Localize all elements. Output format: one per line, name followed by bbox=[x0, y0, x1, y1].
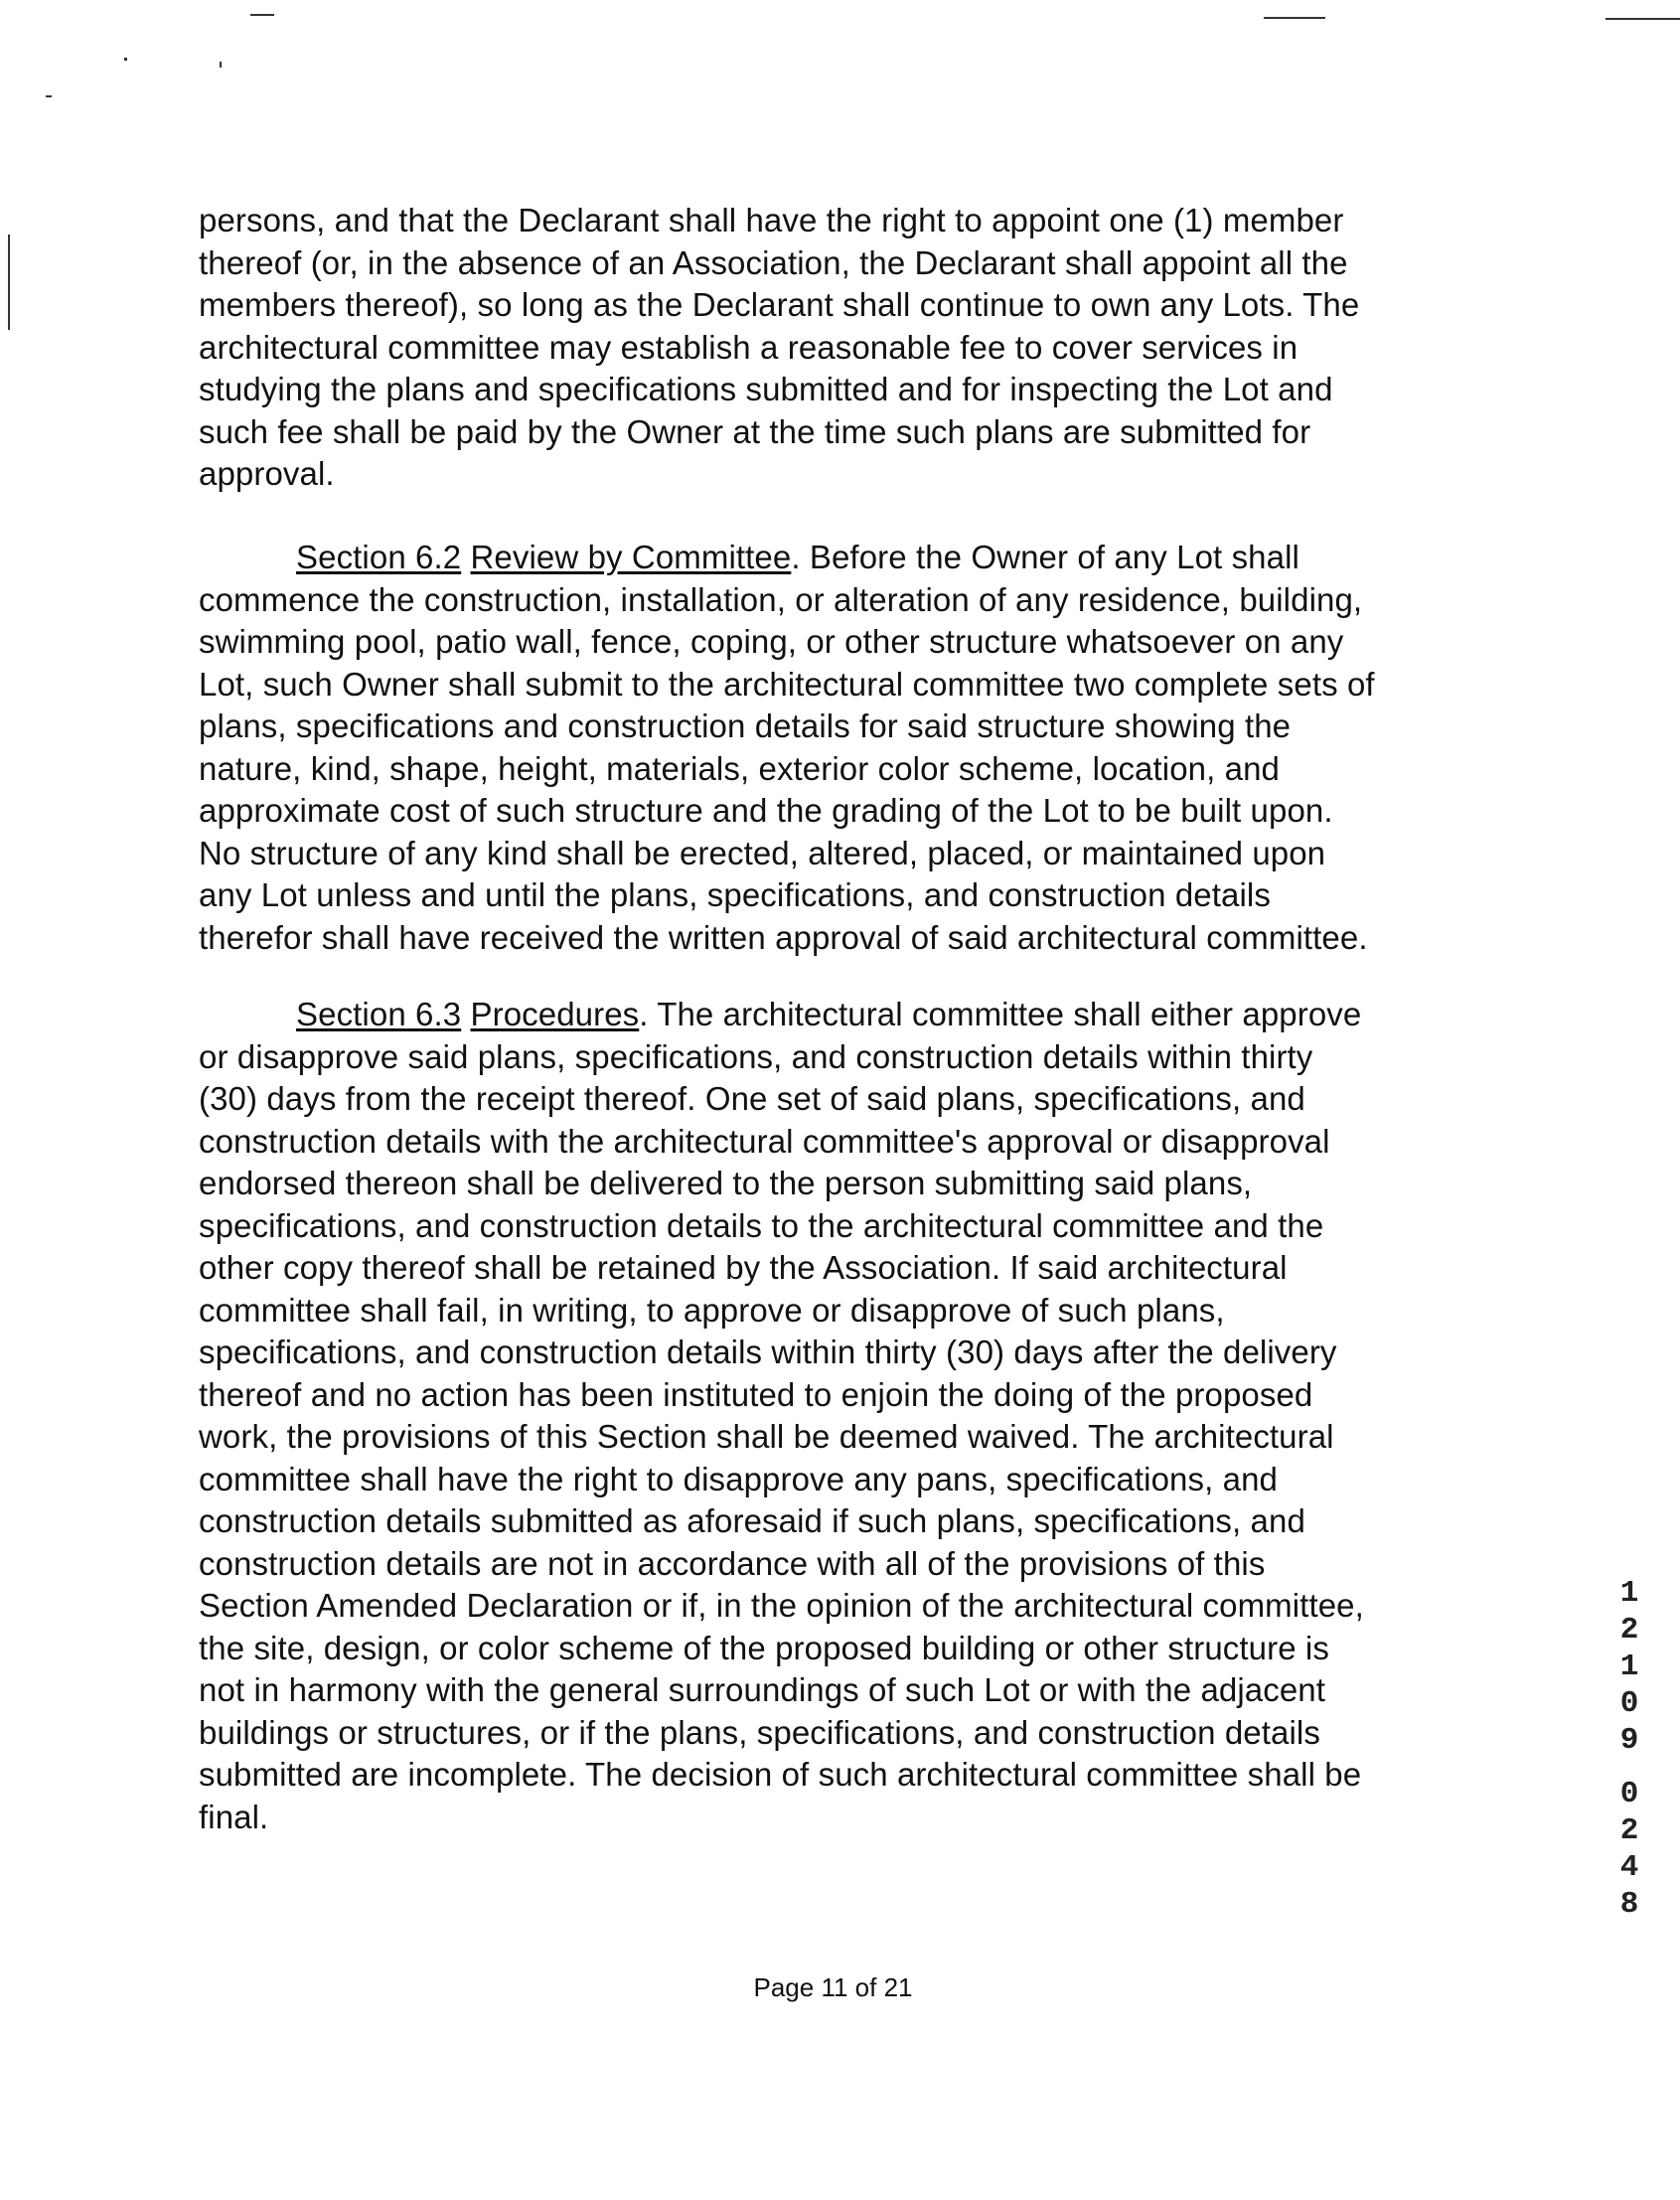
text-line: architectural committee may establish a reasonable fee to cover services in bbox=[199, 328, 1298, 366]
section-number: Section 6.3 bbox=[296, 996, 462, 1032]
text-line: final. bbox=[199, 1798, 269, 1835]
text-line: commence the construction, installation, or alteration of any residence, building, bbox=[199, 580, 1363, 618]
stamp-digit: 0 bbox=[1619, 1686, 1639, 1721]
stamp-digit: 9 bbox=[1619, 1723, 1639, 1758]
text-line: the site, design, or color scheme of the proposed building or other structure is bbox=[199, 1629, 1329, 1666]
recording-number-stamp bbox=[1609, 1575, 1649, 1923]
text-line: construction details are not in accordance with all of the provisions of this bbox=[199, 1544, 1266, 1582]
text-line: thereof (or, in the absence of an Association, the Declarant shall appoint all the bbox=[199, 243, 1348, 281]
section-number: Section 6.2 bbox=[296, 539, 462, 575]
text-line: or disapprove said plans, specifications, and construction details within thirty bbox=[199, 1037, 1313, 1075]
section-title: Procedures bbox=[470, 996, 640, 1032]
stamp-digit: 2 bbox=[1619, 1613, 1639, 1648]
text-line: buildings or structures, or if the plans, specifications, and construction details bbox=[199, 1713, 1320, 1751]
text-line: members thereof), so long as the Declarant shall continue to own any Lots. The bbox=[199, 286, 1360, 323]
scan-artifact bbox=[46, 95, 52, 97]
scan-artifact bbox=[220, 62, 222, 68]
scan-artifact bbox=[250, 14, 274, 16]
text-line: such fee shall be paid by the Owner at the time such plans are submitted for bbox=[199, 412, 1311, 450]
text-line: Section Amended Declaration or if, in the opinion of the architectural committee, bbox=[199, 1587, 1364, 1624]
text-line: specifications, and construction details within thirty (30) days after the delivery bbox=[199, 1334, 1337, 1370]
stamp-digit: 4 bbox=[1619, 1850, 1639, 1885]
section-title: Review by Committee bbox=[470, 539, 792, 575]
text-line: swimming pool, patio wall, fence, coping, or other structure whatsoever on any bbox=[199, 623, 1344, 660]
text-line: work, the provisions of this Section shall be deemed waived. The architectural bbox=[199, 1418, 1334, 1455]
text-line: studying the plans and specifications submitted and for inspecting the Lot and bbox=[199, 371, 1333, 407]
section-6-2 bbox=[199, 537, 1490, 959]
stamp-digit: 2 bbox=[1619, 1813, 1639, 1848]
text-line: construction details with the architectural committee's approval or disapproval bbox=[199, 1122, 1330, 1160]
text-line: any Lot unless and until the plans, specifications, and construction details bbox=[199, 876, 1271, 913]
text-line: construction details submitted as aforesaid if such plans, specifications, and bbox=[199, 1502, 1305, 1539]
text-line: specifications, and construction details to the architectural committee and the bbox=[199, 1206, 1324, 1244]
stamp-digit: 1 bbox=[1619, 1650, 1639, 1684]
text-line: therefor shall have received the written approval of said architectural committee. bbox=[199, 918, 1368, 956]
scan-artifact bbox=[8, 235, 10, 330]
text-fragment: . The architectural committee shall either approve bbox=[639, 996, 1362, 1032]
section-6-3 bbox=[199, 994, 1490, 1838]
stamp-digit: 1 bbox=[1619, 1576, 1639, 1611]
paragraph-continuation bbox=[199, 200, 1490, 496]
text-line: approval. bbox=[199, 455, 335, 492]
scan-artifact bbox=[1264, 17, 1325, 19]
text-line: not in harmony with the general surroundings of such Lot or with the adjacent bbox=[199, 1671, 1326, 1708]
text-line: persons, and that the Declarant shall have the right to appoint one (1) member bbox=[199, 202, 1344, 238]
text-line: submitted are incomplete. The decision of such architectural committee shall be bbox=[199, 1756, 1362, 1793]
stamp-digit: 0 bbox=[1619, 1777, 1639, 1811]
text-line: (30) days from the receipt thereof. One set of said plans, specifications, and bbox=[199, 1080, 1305, 1117]
text-line: No structure of any kind shall be erected, altered, placed, or maintained upon bbox=[199, 834, 1326, 871]
text-line: plans, specifications and construction details for said structure showing the bbox=[199, 707, 1292, 744]
text-line: other copy thereof shall be retained by the Association. If said architectural bbox=[199, 1249, 1288, 1286]
section-heading-line bbox=[199, 537, 1490, 579]
text-line: endorsed thereon shall be delivered to the person submitting said plans, bbox=[199, 1165, 1253, 1201]
text-line: Lot, such Owner shall submit to the architectural committee two complete sets of bbox=[199, 665, 1375, 703]
page-footer bbox=[0, 1972, 1680, 2003]
text-fragment: . Before the Owner of any Lot shall bbox=[791, 539, 1299, 575]
text-line: nature, kind, shape, height, materials, exterior color scheme, location, and bbox=[199, 749, 1281, 787]
text-line: thereof and no action has been instituted to enjoin the doing of the proposed bbox=[199, 1375, 1313, 1413]
text-line: approximate cost of such structure and the grading of the Lot to be built upon. bbox=[199, 792, 1333, 829]
text-line: committee shall fail, in writing, to approve or disapprove of such plans, bbox=[199, 1291, 1225, 1329]
scan-artifact bbox=[1605, 18, 1680, 20]
text-line: committee shall have the right to disapprove any pans, specifications, and bbox=[199, 1460, 1279, 1497]
page-number: Page 11 of 21 bbox=[753, 1972, 913, 2002]
stamp-digit: 8 bbox=[1619, 1887, 1639, 1922]
section-heading-line bbox=[199, 994, 1490, 1036]
scan-artifact bbox=[124, 58, 127, 61]
